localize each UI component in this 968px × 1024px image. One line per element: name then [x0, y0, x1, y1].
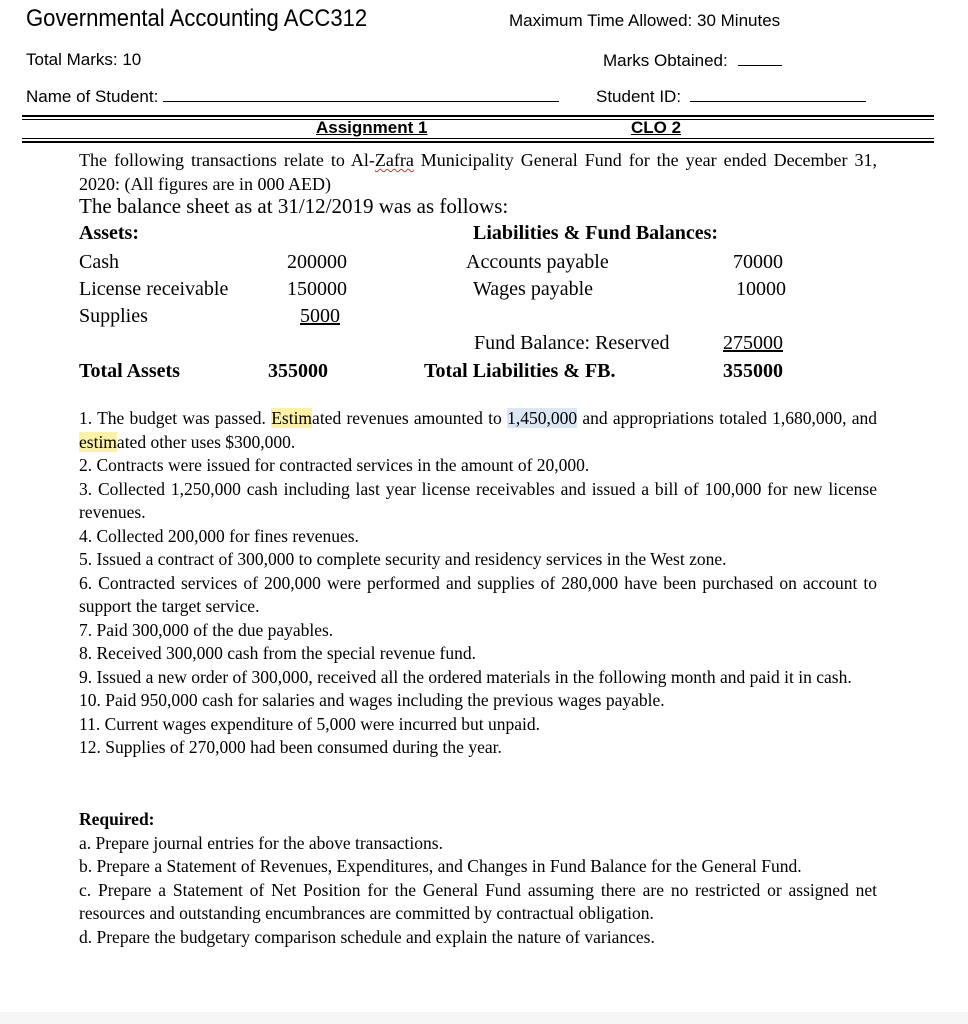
asset-license-value: 150000 [287, 278, 347, 300]
fund-balance-value: 275000 [723, 332, 783, 354]
student-id-label: Student ID: [596, 87, 682, 106]
course-title: Governmental Accounting ACC312 [26, 5, 368, 32]
student-id [596, 86, 866, 107]
banner-rule-bottom [22, 138, 934, 139]
marks-obtained [603, 50, 782, 71]
transaction-10: 10. Paid 950,000 cash for salaries and wages including the previous wages payable. [79, 690, 665, 710]
required-b: b. Prepare a Statement of Revenues, Expenditures, and Changes in Fund Balance for the General Fund. [79, 856, 802, 876]
required-a: a. Prepare journal entries for the above transactions. [79, 832, 443, 853]
marks-obtained-blank [738, 50, 782, 66]
required-section [79, 808, 877, 949]
transaction-3: 3. Collected 1,250,000 cash including last year license receivables and issued a bill of 100,000 for new license revenues. [79, 478, 877, 522]
balance-sheet-intro: The balance sheet as at 31/12/2019 was as follows: [79, 194, 509, 218]
liability-ap-label: Accounts payable [466, 251, 609, 273]
highlight-estim-1: Estim [271, 408, 313, 428]
assets-heading: Assets: [79, 222, 139, 244]
transaction-12: 12. Supplies of 270,000 had been consumed during the year. [79, 737, 502, 757]
liability-wages-value: 10000 [736, 278, 786, 300]
highlight-amount: 1,450,000 [507, 408, 578, 428]
asset-supplies-value: 5000 [300, 305, 340, 327]
student-name [26, 86, 559, 107]
highlight-estim-2: estim [79, 431, 117, 452]
liability-ap-value: 70000 [733, 251, 783, 273]
student-name-blank [163, 86, 559, 102]
transaction-11: 11. Current wages expenditure of 5,000 were incurred but unpaid. [79, 713, 541, 734]
transaction-5: 5. Issued a contract of 300,000 to complete security and residency services in the West zone. [79, 549, 727, 569]
assignment-label: Assignment 1 [316, 118, 428, 137]
total-liabilities-value: 355000 [723, 360, 783, 382]
asset-license-label: License receivable [79, 278, 229, 300]
transaction-7: 7. Paid 300,000 of the due payables. [79, 619, 334, 640]
zafra-word: Zafra [374, 150, 414, 170]
required-c: c. Prepare a Statement of Net Position for the General Fund assuming there are no restricted or assigned net resources and outstanding encumbrances are committed by contractual obligation. [79, 879, 877, 923]
total-assets-label: Total Assets [79, 360, 180, 382]
time-allowed: Maximum Time Allowed: 30 Minutes [509, 11, 781, 30]
banner-rule-top-2 [22, 119, 934, 120]
liabilities-heading: Liabilities & Fund Balances: [473, 222, 719, 244]
banner-rule-top [22, 115, 934, 117]
total-marks: Total Marks: 10 [26, 50, 142, 69]
transaction-8: 8. Received 300,000 cash from the special revenue fund. [79, 643, 477, 663]
transaction-2: 2. Contracts were issued for contracted services in the amount of 20,000. [79, 455, 590, 475]
marks-obtained-label: Marks Obtained: [603, 51, 728, 70]
fund-balance-label: Fund Balance: Reserved [474, 332, 670, 354]
asset-cash-value: 200000 [287, 251, 347, 273]
banner-rule-bottom-2 [22, 141, 934, 143]
transactions-list [79, 407, 877, 760]
liability-wages-label: Wages payable [473, 278, 593, 300]
intro-paragraph: The following transactions relate to Al-Zafra Municipality General Fund for the year ended December 31, 2020: (All figures are in 000 AED) [79, 150, 878, 194]
asset-supplies-label: Supplies [79, 305, 148, 327]
asset-cash-label: Cash [79, 251, 119, 273]
total-liabilities-label: Total Liabilities & FB. [424, 360, 616, 382]
required-heading: Required: [79, 809, 155, 829]
total-assets-value: 355000 [268, 360, 328, 382]
transaction-6: 6. Contracted services of 200,000 were performed and supplies of 280,000 have been purchased on account to support the target service. [79, 572, 877, 616]
student-id-blank [690, 86, 866, 102]
student-name-label: Name of Student: [26, 87, 159, 106]
transaction-1: 1. The budget was passed. Estimated revenues amounted to 1,450,000 and appropriations totaled 1,680,000, and estimated other uses $300,000. [79, 408, 877, 452]
clo-label: CLO 2 [631, 118, 682, 137]
page-bottom-edge [0, 1012, 968, 1024]
transaction-4: 4. Collected 200,000 for fines revenues. [79, 525, 359, 546]
transaction-9: 9. Issued a new order of 300,000, received all the ordered materials in the following month and paid it in cash. [79, 666, 852, 687]
required-d: d. Prepare the budgetary comparison schedule and explain the nature of variances. [79, 926, 655, 947]
